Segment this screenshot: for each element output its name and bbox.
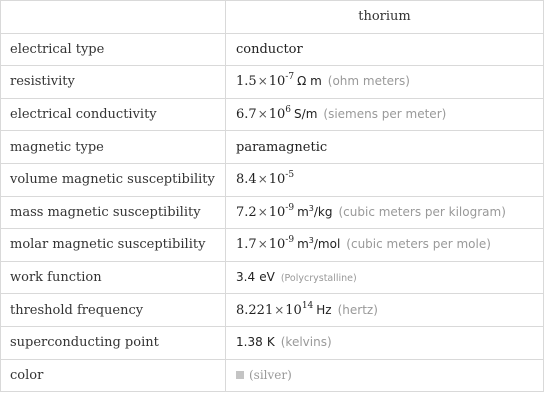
color-note: (silver) bbox=[249, 367, 292, 382]
value-number: 1.38 bbox=[236, 335, 263, 350]
row-label: work function bbox=[1, 261, 226, 294]
unit-note: (cubic meters per kilogram) bbox=[338, 204, 506, 219]
table-row bbox=[1, 66, 544, 99]
row-label: electrical conductivity bbox=[1, 98, 226, 131]
unit-note: (Polycrystalline) bbox=[280, 273, 357, 285]
times-sign: × bbox=[257, 204, 268, 219]
value-unit: Ω m bbox=[297, 74, 322, 89]
row-value bbox=[226, 33, 544, 66]
value-unit: K bbox=[266, 335, 275, 350]
row-value bbox=[226, 229, 544, 262]
row-label: molar magnetic susceptibility bbox=[1, 229, 226, 262]
value-base: 10 bbox=[268, 74, 286, 90]
table-row bbox=[1, 294, 544, 327]
row-value bbox=[226, 359, 544, 392]
value-mantissa: 1.7 bbox=[236, 237, 257, 253]
unit-note: (ohm meters) bbox=[327, 74, 410, 89]
unit-note: (siemens per meter) bbox=[323, 107, 447, 122]
value-unit: $m^3/kg$ bbox=[297, 203, 333, 219]
value-unit: Hz bbox=[316, 302, 332, 317]
value-mantissa: 6.7 bbox=[236, 107, 257, 123]
row-label: resistivity bbox=[1, 66, 226, 99]
value-exponent: -9 bbox=[285, 235, 295, 246]
table-row bbox=[1, 131, 544, 164]
row-value bbox=[226, 294, 544, 327]
row-value bbox=[226, 196, 544, 229]
value-exponent: 14 bbox=[301, 300, 314, 311]
unit-note: (hertz) bbox=[337, 302, 378, 317]
unit-note: (cubic meters per mole) bbox=[346, 237, 491, 252]
value-unit: S/m bbox=[294, 107, 318, 122]
row-value bbox=[226, 66, 544, 99]
value-base: 10 bbox=[268, 237, 286, 253]
header-empty-cell bbox=[1, 1, 226, 34]
row-value bbox=[226, 163, 544, 196]
row-value bbox=[226, 131, 544, 164]
value-exponent: -5 bbox=[285, 170, 295, 181]
row-label: electrical type bbox=[1, 33, 226, 66]
row-value bbox=[226, 326, 544, 359]
value-base: 10 bbox=[285, 302, 302, 318]
row-value bbox=[226, 261, 544, 294]
table-row bbox=[1, 229, 544, 262]
color-swatch-icon bbox=[236, 371, 244, 379]
times-sign: × bbox=[257, 172, 268, 187]
table-row bbox=[1, 261, 544, 294]
header-row bbox=[1, 1, 544, 34]
row-label: threshold frequency bbox=[1, 294, 226, 327]
table-row bbox=[1, 326, 544, 359]
value-text: conductor bbox=[236, 41, 303, 57]
value-exponent: -7 bbox=[285, 72, 295, 83]
value-base: 10 bbox=[268, 204, 286, 220]
table-row bbox=[1, 196, 544, 229]
value-unit: $m^3$/mol bbox=[297, 236, 341, 252]
row-label: color bbox=[1, 359, 226, 392]
times-sign: × bbox=[257, 74, 268, 89]
row-label: magnetic type bbox=[1, 131, 226, 164]
table-row bbox=[1, 33, 544, 66]
value-exponent: -9 bbox=[285, 202, 295, 213]
value-base: 10 bbox=[268, 107, 286, 123]
row-label: volume magnetic susceptibility bbox=[1, 163, 226, 196]
value-base: 10 bbox=[268, 172, 286, 188]
header-element-name: thorium bbox=[226, 1, 544, 34]
times-sign: × bbox=[257, 107, 268, 122]
value-mantissa: 8.4 bbox=[236, 172, 257, 188]
value-exponent: 6 bbox=[285, 105, 292, 116]
value-mantissa: 7.2 bbox=[236, 204, 257, 220]
row-label: superconducting point bbox=[1, 326, 226, 359]
value-text: paramagnetic bbox=[236, 139, 328, 155]
value-number: 3.4 bbox=[236, 270, 256, 285]
value-unit: eV bbox=[259, 270, 275, 285]
times-sign: × bbox=[274, 302, 285, 317]
row-label: mass magnetic susceptibility bbox=[1, 196, 226, 229]
table-row bbox=[1, 98, 544, 131]
row-value bbox=[226, 98, 544, 131]
table-row bbox=[1, 163, 544, 196]
value-mantissa: 1.5 bbox=[236, 74, 257, 90]
value-mantissa: 8.221 bbox=[236, 302, 274, 318]
table-row bbox=[1, 359, 544, 392]
unit-note: (kelvins) bbox=[280, 335, 332, 350]
times-sign: × bbox=[257, 237, 268, 252]
